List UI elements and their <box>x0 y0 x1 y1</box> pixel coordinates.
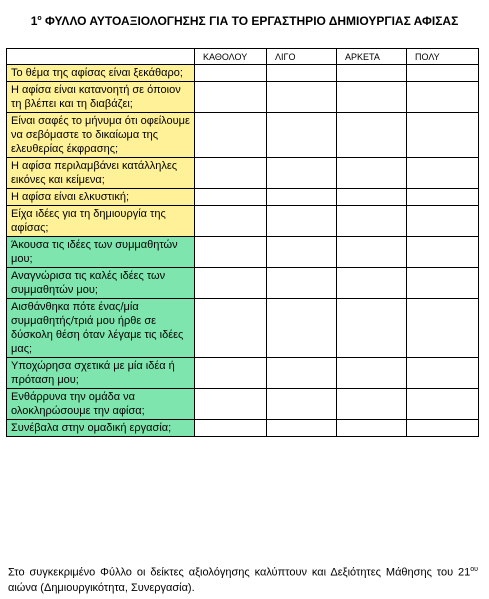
rating-cell-very-much[interactable] <box>407 113 479 158</box>
rating-cell-not-at-all[interactable] <box>195 65 267 82</box>
criterion-row <box>7 299 479 358</box>
rating-cell-a-little[interactable] <box>267 237 337 268</box>
rating-cell-not-at-all[interactable] <box>195 389 267 420</box>
rating-cell-enough[interactable] <box>337 82 407 113</box>
rating-cell-enough[interactable] <box>337 299 407 358</box>
rating-cell-very-much[interactable] <box>407 299 479 358</box>
header-very-much: ΠΟΛΥ <box>407 49 479 65</box>
rating-cell-not-at-all[interactable] <box>195 358 267 389</box>
criterion-text: Είχα ιδέες για τη δημιουργία της αφίσας; <box>7 206 195 237</box>
rating-cell-very-much[interactable] <box>407 206 479 237</box>
criterion-text: Υποχώρησα σχετικά με μία ιδέα ή πρόταση μου; <box>7 358 195 389</box>
rating-cell-very-much[interactable] <box>407 268 479 299</box>
rating-cell-very-much[interactable] <box>407 389 479 420</box>
rating-cell-enough[interactable] <box>337 420 407 437</box>
criterion-row <box>7 82 479 113</box>
criterion-text: Αναγνώρισα τις καλές ιδέες των συμμαθητών μου; <box>7 268 195 299</box>
footnote <box>8 562 478 596</box>
criterion-text: Η αφίσα περιλαμβάνει κατάλληλες εικόνες και κείμενα; <box>7 158 195 189</box>
criterion-text: Ενθάρρυνα την ομάδα να ολοκληρώσουμε την αφίσα; <box>7 389 195 420</box>
self-assessment-table <box>6 48 479 437</box>
rating-cell-not-at-all[interactable] <box>195 82 267 113</box>
criterion-row <box>7 420 479 437</box>
rating-cell-not-at-all[interactable] <box>195 299 267 358</box>
criterion-row <box>7 65 479 82</box>
rating-cell-very-much[interactable] <box>407 358 479 389</box>
rating-cell-enough[interactable] <box>337 158 407 189</box>
criterion-text: Το θέμα της αφίσας είναι ξεκάθαρο; <box>7 65 195 82</box>
criterion-row <box>7 158 479 189</box>
rating-cell-a-little[interactable] <box>267 299 337 358</box>
header-criterion <box>7 49 195 65</box>
criterion-text: Η αφίσα είναι κατανοητή σε όποιον τη βλέπει και τη διαβάζει; <box>7 82 195 113</box>
criterion-row <box>7 113 479 158</box>
footnote-ordinal: ου <box>470 566 478 573</box>
rating-cell-not-at-all[interactable] <box>195 420 267 437</box>
criterion-text: Η αφίσα είναι ελκυστική; <box>7 189 195 206</box>
title-text: ΦΥΛΛΟ ΑΥΤΟΑΞΙΟΛΟΓΗΣΗΣ ΓΙΑ ΤΟ ΕΡΓΑΣΤΗΡΙΟ ΔΗΜΙΟΥΡΓΙΑΣ ΑΦΙΣΑΣ <box>41 14 459 28</box>
rating-cell-a-little[interactable] <box>267 206 337 237</box>
rating-cell-enough[interactable] <box>337 113 407 158</box>
rating-cell-not-at-all[interactable] <box>195 189 267 206</box>
rating-cell-a-little[interactable] <box>267 65 337 82</box>
rating-cell-enough[interactable] <box>337 206 407 237</box>
title-number: 1 <box>30 14 38 28</box>
rating-cell-very-much[interactable] <box>407 420 479 437</box>
rating-cell-enough[interactable] <box>337 65 407 82</box>
criterion-row <box>7 189 479 206</box>
criterion-row <box>7 268 479 299</box>
criterion-row <box>7 206 479 237</box>
rating-cell-enough[interactable] <box>337 237 407 268</box>
criterion-row <box>7 389 479 420</box>
header-not-at-all: ΚΑΘΟΛΟΥ <box>195 49 267 65</box>
header-row <box>7 49 479 65</box>
rating-cell-very-much[interactable] <box>407 65 479 82</box>
rating-cell-a-little[interactable] <box>267 158 337 189</box>
rating-cell-not-at-all[interactable] <box>195 237 267 268</box>
title-ordinal: ο <box>37 15 42 22</box>
footnote-text-1: Στο συγκεκριμένο Φύλλο οι δείκτες αξιολόγησης καλύπτουν και Δεξιότητες Μάθησης του 21 <box>8 566 471 579</box>
rating-cell-a-little[interactable] <box>267 420 337 437</box>
header-a-little: ΛΙΓΟ <box>267 49 337 65</box>
criterion-text: Είναι σαφές το μήνυμα ότι οφείλουμε να σεβόμαστε το δικαίωμα της ελευθερίας έκφρασης; <box>7 113 195 158</box>
page-title <box>0 14 489 28</box>
criterion-row <box>7 358 479 389</box>
rating-cell-a-little[interactable] <box>267 358 337 389</box>
rating-cell-enough[interactable] <box>337 189 407 206</box>
footnote-text-2: αιώνα (Δημιουργικότητα, Συνεργασία). <box>8 581 195 594</box>
criterion-text: Συνέβαλα στην ομαδική εργασία; <box>7 420 195 437</box>
rating-cell-a-little[interactable] <box>267 268 337 299</box>
rating-cell-very-much[interactable] <box>407 82 479 113</box>
rating-cell-enough[interactable] <box>337 358 407 389</box>
rating-cell-a-little[interactable] <box>267 82 337 113</box>
criterion-text: Άκουσα τις ιδέες των συμμαθητών μου; <box>7 237 195 268</box>
rating-cell-not-at-all[interactable] <box>195 158 267 189</box>
rating-cell-not-at-all[interactable] <box>195 268 267 299</box>
criterion-row <box>7 237 479 268</box>
criterion-text: Αισθάνθηκα πότε ένας/μία συμμαθητής/τριά μου ήρθε σε δύσκολη θέση όταν λέγαμε τις ιδέες μας; <box>7 299 195 358</box>
rating-cell-enough[interactable] <box>337 389 407 420</box>
rating-cell-not-at-all[interactable] <box>195 206 267 237</box>
rating-cell-a-little[interactable] <box>267 189 337 206</box>
rating-cell-a-little[interactable] <box>267 113 337 158</box>
rating-cell-very-much[interactable] <box>407 158 479 189</box>
rating-cell-very-much[interactable] <box>407 237 479 268</box>
rating-cell-enough[interactable] <box>337 268 407 299</box>
rating-cell-a-little[interactable] <box>267 389 337 420</box>
rating-cell-not-at-all[interactable] <box>195 113 267 158</box>
header-enough: ΑΡΚΕΤΑ <box>337 49 407 65</box>
rating-cell-very-much[interactable] <box>407 189 479 206</box>
